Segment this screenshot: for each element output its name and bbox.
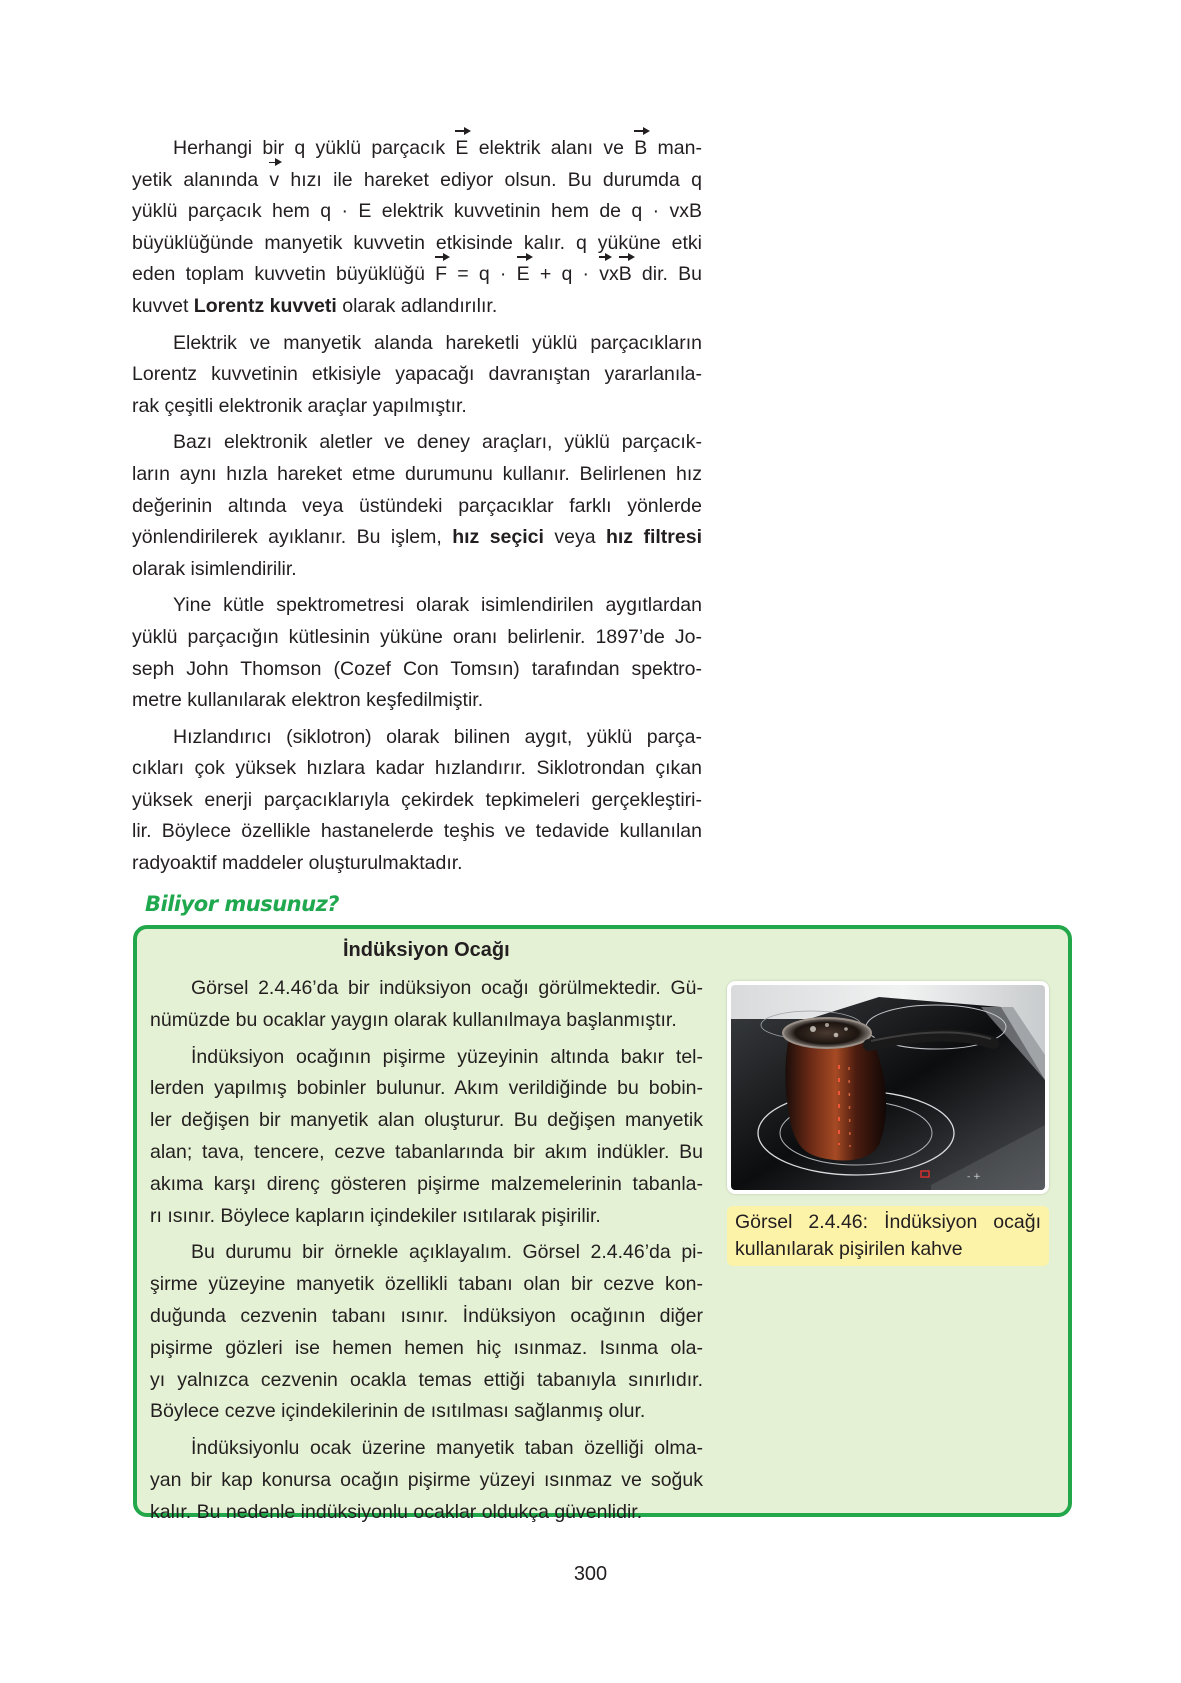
text-line: ler değişen bir manyetik alan oluşturur. Bu değişen manyetik	[150, 1109, 703, 1132]
text-line: duğunda cezvenin tabanı ısınır. İndüksiyon ocağının diğer	[150, 1304, 703, 1327]
paragraph	[150, 1042, 703, 1233]
text-line: rı ısınır. Böylece kapların içindekiler ısıtılarak pişirilir.	[150, 1204, 601, 1227]
paragraph	[150, 973, 703, 1037]
vector-symbol: E	[517, 259, 530, 291]
text-line: akıma karşı direnç gösteren pişirme malzemelerinin tabanla-	[150, 1172, 703, 1195]
text-line: eden toplam kuvvetin büyüklüğü F = q · E + q · vxB dir. Bu	[132, 259, 702, 291]
text-line: yetik alanında v hızı ile hareket ediyor olsun. Bu durumda q	[132, 165, 702, 197]
paragraph	[132, 722, 702, 880]
text-line: ların aynı hızla hareket etme durumunu kullanır. Belirlenen hız	[132, 462, 702, 485]
text-line: pişirme gözleri ise hemen hemen hiç ısınmaz. Isınma ola-	[150, 1336, 703, 1359]
vector-symbol: B	[634, 133, 647, 165]
text-line: yüklü parçacığın kütlesinin yüküne oranı belirlenir. 1897’de Jo-	[132, 625, 702, 648]
paragraph	[132, 133, 702, 323]
text-line: seph John Thomson (Cozef Con Tomsın) tarafından spektro-	[132, 657, 702, 680]
text-line: rak çeşitli elektronik araçlar yapılmıştır.	[132, 394, 467, 417]
text-line: kalır. Bu nedenle indüksiyonlu ocaklar oldukça güvenlidir.	[150, 1500, 643, 1523]
vector-symbol: E	[455, 133, 468, 165]
text-line: cıkları çok yüksek hızlara kadar hızlandırır. Siklotrondan çıkan	[132, 757, 702, 780]
paragraph	[132, 328, 702, 423]
text-line: Bazı elektronik aletler ve deney araçları, yüklü parçacık-	[173, 431, 702, 454]
text-line: şirme yüzeyine manyetik özellikli tabanı olan bir cezve kon-	[150, 1273, 703, 1296]
info-box-title: İndüksiyon Ocağı	[343, 939, 510, 961]
text-line: nümüzde bu ocaklar yaygın olarak kullanılmaya başlanmıştır.	[150, 1008, 677, 1031]
svg-text:- +: - +	[967, 1172, 981, 1182]
text-line: yüklü parçacık hem q · E elektrik kuvvetinin hem de q · vxB	[132, 200, 702, 223]
text-line: Elektrik ve manyetik alanda hareketli yüklü parçacıkların	[173, 331, 702, 354]
text-line: Bu durumu bir örnekle açıklayalım. Görsel 2.4.46’da pi-	[191, 1241, 703, 1264]
text-line: kuvvet Lorentz kuvveti olarak adlandırılır.	[132, 294, 498, 317]
text-line: yan bir kap konursa ocağın pişirme yüzeyi ısınmaz ve soğuk	[150, 1468, 703, 1491]
induction-coffee-illustration	[731, 985, 1045, 1190]
text-line: lerden yapılmış bobinler bulunur. Akım verildiğinde bu bobin-	[150, 1077, 703, 1100]
vector-symbol: B	[619, 259, 632, 291]
caption-line-1: Görsel 2.4.46: İndüksiyon ocağı	[735, 1211, 1041, 1233]
info-box-text	[150, 973, 703, 1534]
bold-term: Lorentz kuvveti	[193, 294, 337, 317]
info-box-heading: Biliyor musunuz?	[145, 892, 339, 916]
text-line: İndüksiyon ocağının pişirme yüzeyinin altında bakır tel-	[191, 1045, 703, 1068]
text-line: radyoaktif maddeler oluşturulmaktadır.	[132, 852, 463, 875]
paragraph	[150, 1433, 703, 1528]
bold-term: hız seçici	[452, 526, 544, 549]
paragraph	[150, 1237, 703, 1428]
text-line: Görsel 2.4.46’da bir indüksiyon ocağı görülmektedir. Gü-	[191, 977, 703, 999]
page-number: 300	[573, 1563, 608, 1585]
text-line: metre kullanılarak elektron keşfedilmiştir.	[132, 689, 484, 712]
text-line: Lorentz kuvvetinin etkisiyle yapacağı davranıştan yararlanıla-	[132, 363, 702, 386]
text-line: Yine kütle spektrometresi olarak isimlendirilen aygıtlardan	[173, 594, 702, 617]
text-line: Böylece cezve içindekilerinin de ısıtılması sağlanmış olur.	[150, 1400, 646, 1423]
paragraph	[132, 590, 702, 716]
text-line: yönlendirilerek ayıklanır. Bu işlem, hız seçici veya hız filtresi	[132, 526, 702, 549]
vector-symbol: v	[269, 165, 279, 197]
info-box	[133, 925, 1072, 1523]
text-line: Herhangi bir q yüklü parçacık E elektrik alanı ve B man-	[132, 133, 702, 165]
text-line: olarak isimlendirilir.	[132, 557, 297, 580]
caption-line-2: kullanılarak pişirilen kahve	[735, 1238, 963, 1260]
text-line: yüksek enerji parçacıklarıyla çekirdek tepkimeleri gerçekleştiri-	[132, 788, 702, 811]
text-line: yı yalnızca cezvenin ocakla temas ettiği tabanıyla sınırlıdır.	[150, 1368, 703, 1391]
text-line: lir. Böylece özellikle hastanelerde teşhis ve tedavide kullanılan	[132, 820, 702, 843]
text-line: değerinin altında veya üstündeki parçacıklar farklı yönlerde	[132, 494, 702, 517]
main-text	[132, 133, 702, 885]
induction-stove-photo	[727, 981, 1049, 1194]
text-line: büyüklüğünde manyetik kuvvetin etkisinde kalır. q yüküne etki	[132, 231, 702, 254]
vector-symbol: F	[435, 259, 447, 291]
text-line: İndüksiyonlu ocak üzerine manyetik taban özelliği olma-	[191, 1437, 703, 1460]
paragraph	[132, 427, 702, 585]
text-line: Hızlandırıcı (siklotron) olarak bilinen aygıt, yüklü parça-	[173, 725, 702, 748]
bold-term: hız filtresi	[605, 526, 702, 549]
text-line: alan; tava, tencere, cezve tabanlarında bir akım indükler. Bu	[150, 1140, 703, 1163]
vector-symbol: v	[599, 259, 609, 291]
photo-caption	[727, 1206, 1049, 1266]
